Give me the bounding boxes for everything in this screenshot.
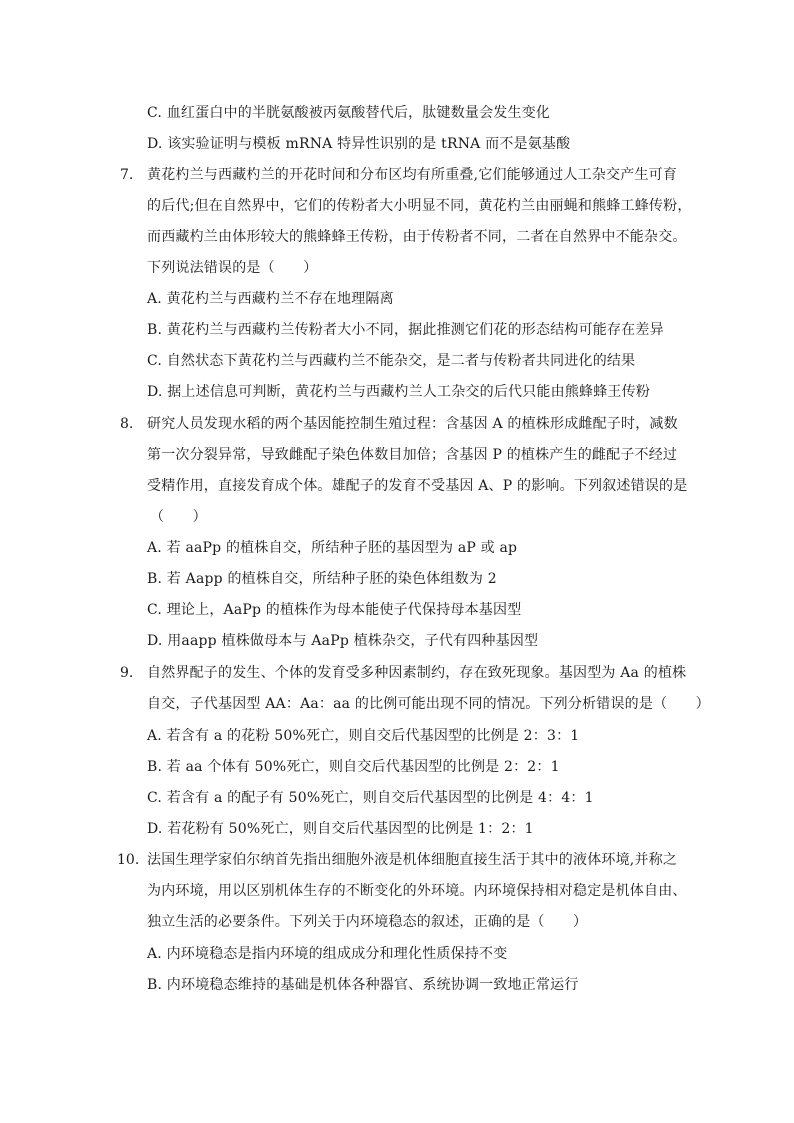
option-b: B. 内环境稳态维持的基础是机体各种器官、系统协调一致地正常运行 <box>147 977 579 993</box>
option-a: A. 若含有 a 的花粉 50%死亡，则自交后代基因型的比例是 2：3：1 <box>147 728 580 744</box>
option-a: A. 内环境稳态是指内环境的组成成分和理化性质保持不变 <box>147 946 508 962</box>
question-stem: 自交，子代基因型 AA：Aa：aa 的比例可能出现不同的情况。下列分析错误的是（ ） <box>147 696 710 712</box>
question-number: 8. <box>120 416 134 432</box>
option-d: D. 据上述信息可判断，黄花杓兰与西藏杓兰人工杂交的后代只能由熊蜂蜂王传粉 <box>147 384 651 400</box>
question-stem: 受精作用，直接发育成个体。雄配子的发育不受基因 A、P 的影响。下列叙述错误的是 <box>147 478 688 494</box>
question-stem: 第一次分裂异常，导致雌配子染色体数目加倍；含基因 P 的植株产生的雌配子不经过 <box>147 447 678 463</box>
option-b: B. 若 Aapp 的植株自交，所结种子胚的染色体组数为 2 <box>147 571 497 587</box>
question-stem: 自然界配子的发生、个体的发育受多种因素制约，存在致死现象。基因型为 Aa 的植株 <box>147 665 687 681</box>
option-b: B. 若 aa 个体有 50%死亡，则自交后代基因型的比例是 2：2：1 <box>147 759 560 775</box>
question-stem: 的后代;但在自然界中，它们的传粉者大小明显不同，黄花杓兰由丽蝇和熊蜂工蜂传粉， <box>147 198 692 214</box>
question-number: 7. <box>120 167 134 183</box>
option-b: B. 黄花杓兰与西藏杓兰传粉者大小不同，据此推测它们花的形态结构可能存在差异 <box>147 322 664 338</box>
question-stem: 法国生理学家伯尔纳首先指出细胞外液是机体细胞直接生活于其中的液体环境,并称之 <box>147 852 678 868</box>
option-d: D. 若花粉有 50%死亡，则自交后代基因型的比例是 1：2：1 <box>147 821 534 837</box>
question-stem: 为内环境，用以区别机体生存的不断变化的外环境。内环境保持相对稳定是机体自由、 <box>147 883 687 899</box>
option-c: C. 血红蛋白中的半胱氨酸被丙氨酸替代后，肽键数量会发生变化 <box>147 105 551 121</box>
option-d: D. 用aapp 植株做母本与 AaPp 植株杂交，子代有四种基因型 <box>147 633 539 649</box>
option-c: C. 自然状态下黄花杓兰与西藏杓兰不能杂交，是二者与传粉者共同进化的结果 <box>147 353 636 369</box>
question-stem: 黄花杓兰与西藏杓兰的开花时间和分布区均有所重叠,它们能够通过人工杂交产生可育 <box>147 167 678 183</box>
option-a: A. 若 aaPp 的植株自交，所结种子胚的基因型为 aP 或 ap <box>147 540 518 556</box>
option-c: C. 理论上，AaPp 的植株作为母本能使子代保持母本基因型 <box>147 602 522 618</box>
question-stem: （ ） <box>150 509 207 525</box>
question-stem: 研究人员发现水稻的两个基因能控制生殖过程：含基因 A 的植株形成雌配子时，减数 <box>147 416 678 432</box>
option-a: A. 黄花杓兰与西藏杓兰不存在地理隔离 <box>147 291 394 307</box>
question-stem: 独立生活的必要条件。下列关于内环境稳态的叙述，正确的是（ ） <box>147 914 588 930</box>
question-stem: 而西藏杓兰由体形较大的熊蜂蜂王传粉，由于传粉者不同，二者在自然界中不能杂交。 <box>147 229 687 245</box>
question-number: 10. <box>117 852 140 868</box>
option-d: D. 该实验证明与模板 mRNA 特异性识别的是 tRNA 而不是氨基酸 <box>147 136 571 152</box>
question-stem: 下列说法错误的是（ ） <box>147 260 318 276</box>
option-c: C. 若含有 a 的配子有 50%死亡，则自交后代基因型的比例是 4：4：1 <box>147 790 594 806</box>
question-number: 9. <box>120 665 134 681</box>
